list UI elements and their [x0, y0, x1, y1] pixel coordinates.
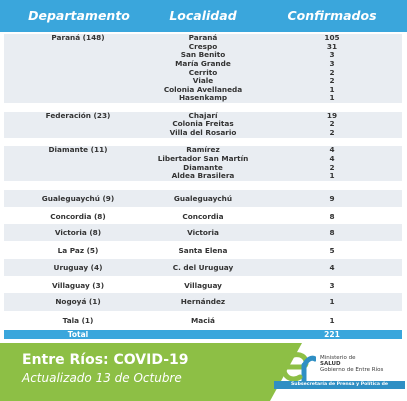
table-row	[4, 129, 402, 138]
cell-confirmados: 3	[329, 50, 335, 60]
cell-localidad: Hasenkamp	[178, 93, 228, 103]
total-value: 221	[324, 330, 340, 339]
logo-salud: SALUD	[320, 361, 341, 367]
cell-localidad: Concordia	[182, 211, 224, 221]
cell-confirmados: 1	[329, 315, 335, 325]
cell-confirmados: 2	[329, 67, 335, 77]
cell-confirmados: 2	[329, 76, 335, 86]
cell-departamento: Paraná (148)	[51, 33, 105, 42]
cell-confirmados: 5	[329, 246, 335, 256]
cell-departamento: Tala (1)	[62, 315, 94, 325]
cell-localidad: Viale	[192, 76, 214, 86]
table-row	[4, 207, 402, 224]
cell-localidad: Villaguay	[184, 281, 222, 291]
cell-departamento: Gualeguaychú (9)	[41, 193, 115, 203]
cell-confirmados: 2	[329, 119, 335, 129]
table-row	[4, 276, 402, 293]
cell-localidad: Ramírez	[186, 145, 220, 155]
cell-localidad: Santa Elena	[178, 246, 228, 256]
table-row	[4, 224, 402, 241]
cell-localidad: Crespo	[188, 41, 218, 51]
cell-confirmados: 1	[329, 93, 335, 103]
cell-departamento: Nogoyá (1)	[55, 297, 101, 307]
er-logo-icon	[278, 347, 316, 383]
total-label: Total	[67, 330, 89, 339]
cell-departamento: Victoria (8)	[54, 228, 102, 238]
cell-departamento: Diamante (11)	[48, 145, 108, 155]
cell-localidad: Paraná	[188, 33, 218, 42]
logo-text	[320, 355, 383, 373]
cell-confirmados: 4	[329, 262, 335, 272]
cell-confirmados: 1	[329, 297, 335, 307]
cell-localidad: María Grande	[175, 58, 231, 68]
cell-confirmados: 19	[326, 110, 338, 120]
cell-departamento: Uruguay (4)	[53, 262, 103, 272]
cell-confirmados: 4	[329, 145, 335, 155]
cell-departamento: Federación (23)	[45, 110, 111, 120]
cell-departamento: Villaguay (3)	[51, 281, 105, 291]
cell-localidad: San Benito	[180, 50, 226, 60]
table-row	[4, 241, 402, 258]
cell-confirmados: 1	[329, 84, 335, 94]
cell-confirmados: 3	[329, 281, 335, 291]
cell-localidad: Victoria	[187, 228, 219, 238]
cell-confirmados: 2	[329, 162, 335, 172]
cell-confirmados: 31	[326, 41, 338, 51]
table-row	[4, 172, 402, 181]
cell-confirmados: 3	[329, 58, 335, 68]
cell-confirmados: 1	[329, 171, 335, 181]
cell-localidad: Colonia Freitas	[172, 119, 234, 129]
cell-confirmados: 8	[329, 228, 335, 238]
header-localidad: Localidad	[169, 8, 237, 23]
header-departamento: Departamento	[28, 8, 130, 23]
cell-localidad: Cerrito	[188, 67, 218, 77]
cell-confirmados: 8	[329, 211, 335, 221]
table-spacer	[4, 181, 402, 190]
cell-localidad: Maciá	[191, 315, 215, 325]
cell-localidad: Aldea Brasilera	[171, 171, 235, 181]
cell-departamento: La Paz (5)	[57, 246, 99, 256]
cell-localidad: C. del Uruguay	[172, 262, 234, 272]
cell-confirmados: 4	[329, 153, 335, 163]
header-confirmados: Confirmados	[287, 8, 377, 23]
footer-title: Entre Ríos: COVID-19	[22, 352, 189, 368]
cell-departamento: Concordia (8)	[50, 211, 106, 221]
cell-localidad: Chajarí	[188, 110, 218, 120]
total-row	[4, 330, 402, 339]
table-row	[4, 293, 402, 310]
cell-confirmados: 2	[329, 128, 335, 138]
cell-localidad: Colonia Avellaneda	[163, 84, 243, 94]
table-row	[4, 259, 402, 276]
cell-localidad: Gualeguaychú	[173, 193, 233, 203]
logo-gobierno: Gobierno de Entre Ríos	[320, 367, 384, 373]
table-row	[4, 190, 402, 207]
cases-table	[4, 34, 402, 328]
cell-localidad: Hernández	[180, 297, 226, 307]
logo-strip: Subsecretaría de Prensa y Política de Comunicación	[274, 381, 405, 389]
cell-confirmados: 105	[324, 33, 340, 42]
logo-ministerio: Ministerio de	[320, 355, 356, 361]
cell-confirmados: 9	[329, 193, 335, 203]
table-header	[0, 0, 407, 32]
cell-localidad: Diamante	[183, 162, 223, 172]
cell-localidad: Libertador San Martín	[157, 153, 249, 163]
footer-subtitle: Actualizado 13 de Octubre	[22, 371, 182, 385]
table-row	[4, 94, 402, 103]
table-row	[4, 311, 402, 328]
cell-localidad: Villa del Rosario	[169, 128, 237, 138]
ministerio-logo	[274, 345, 405, 397]
